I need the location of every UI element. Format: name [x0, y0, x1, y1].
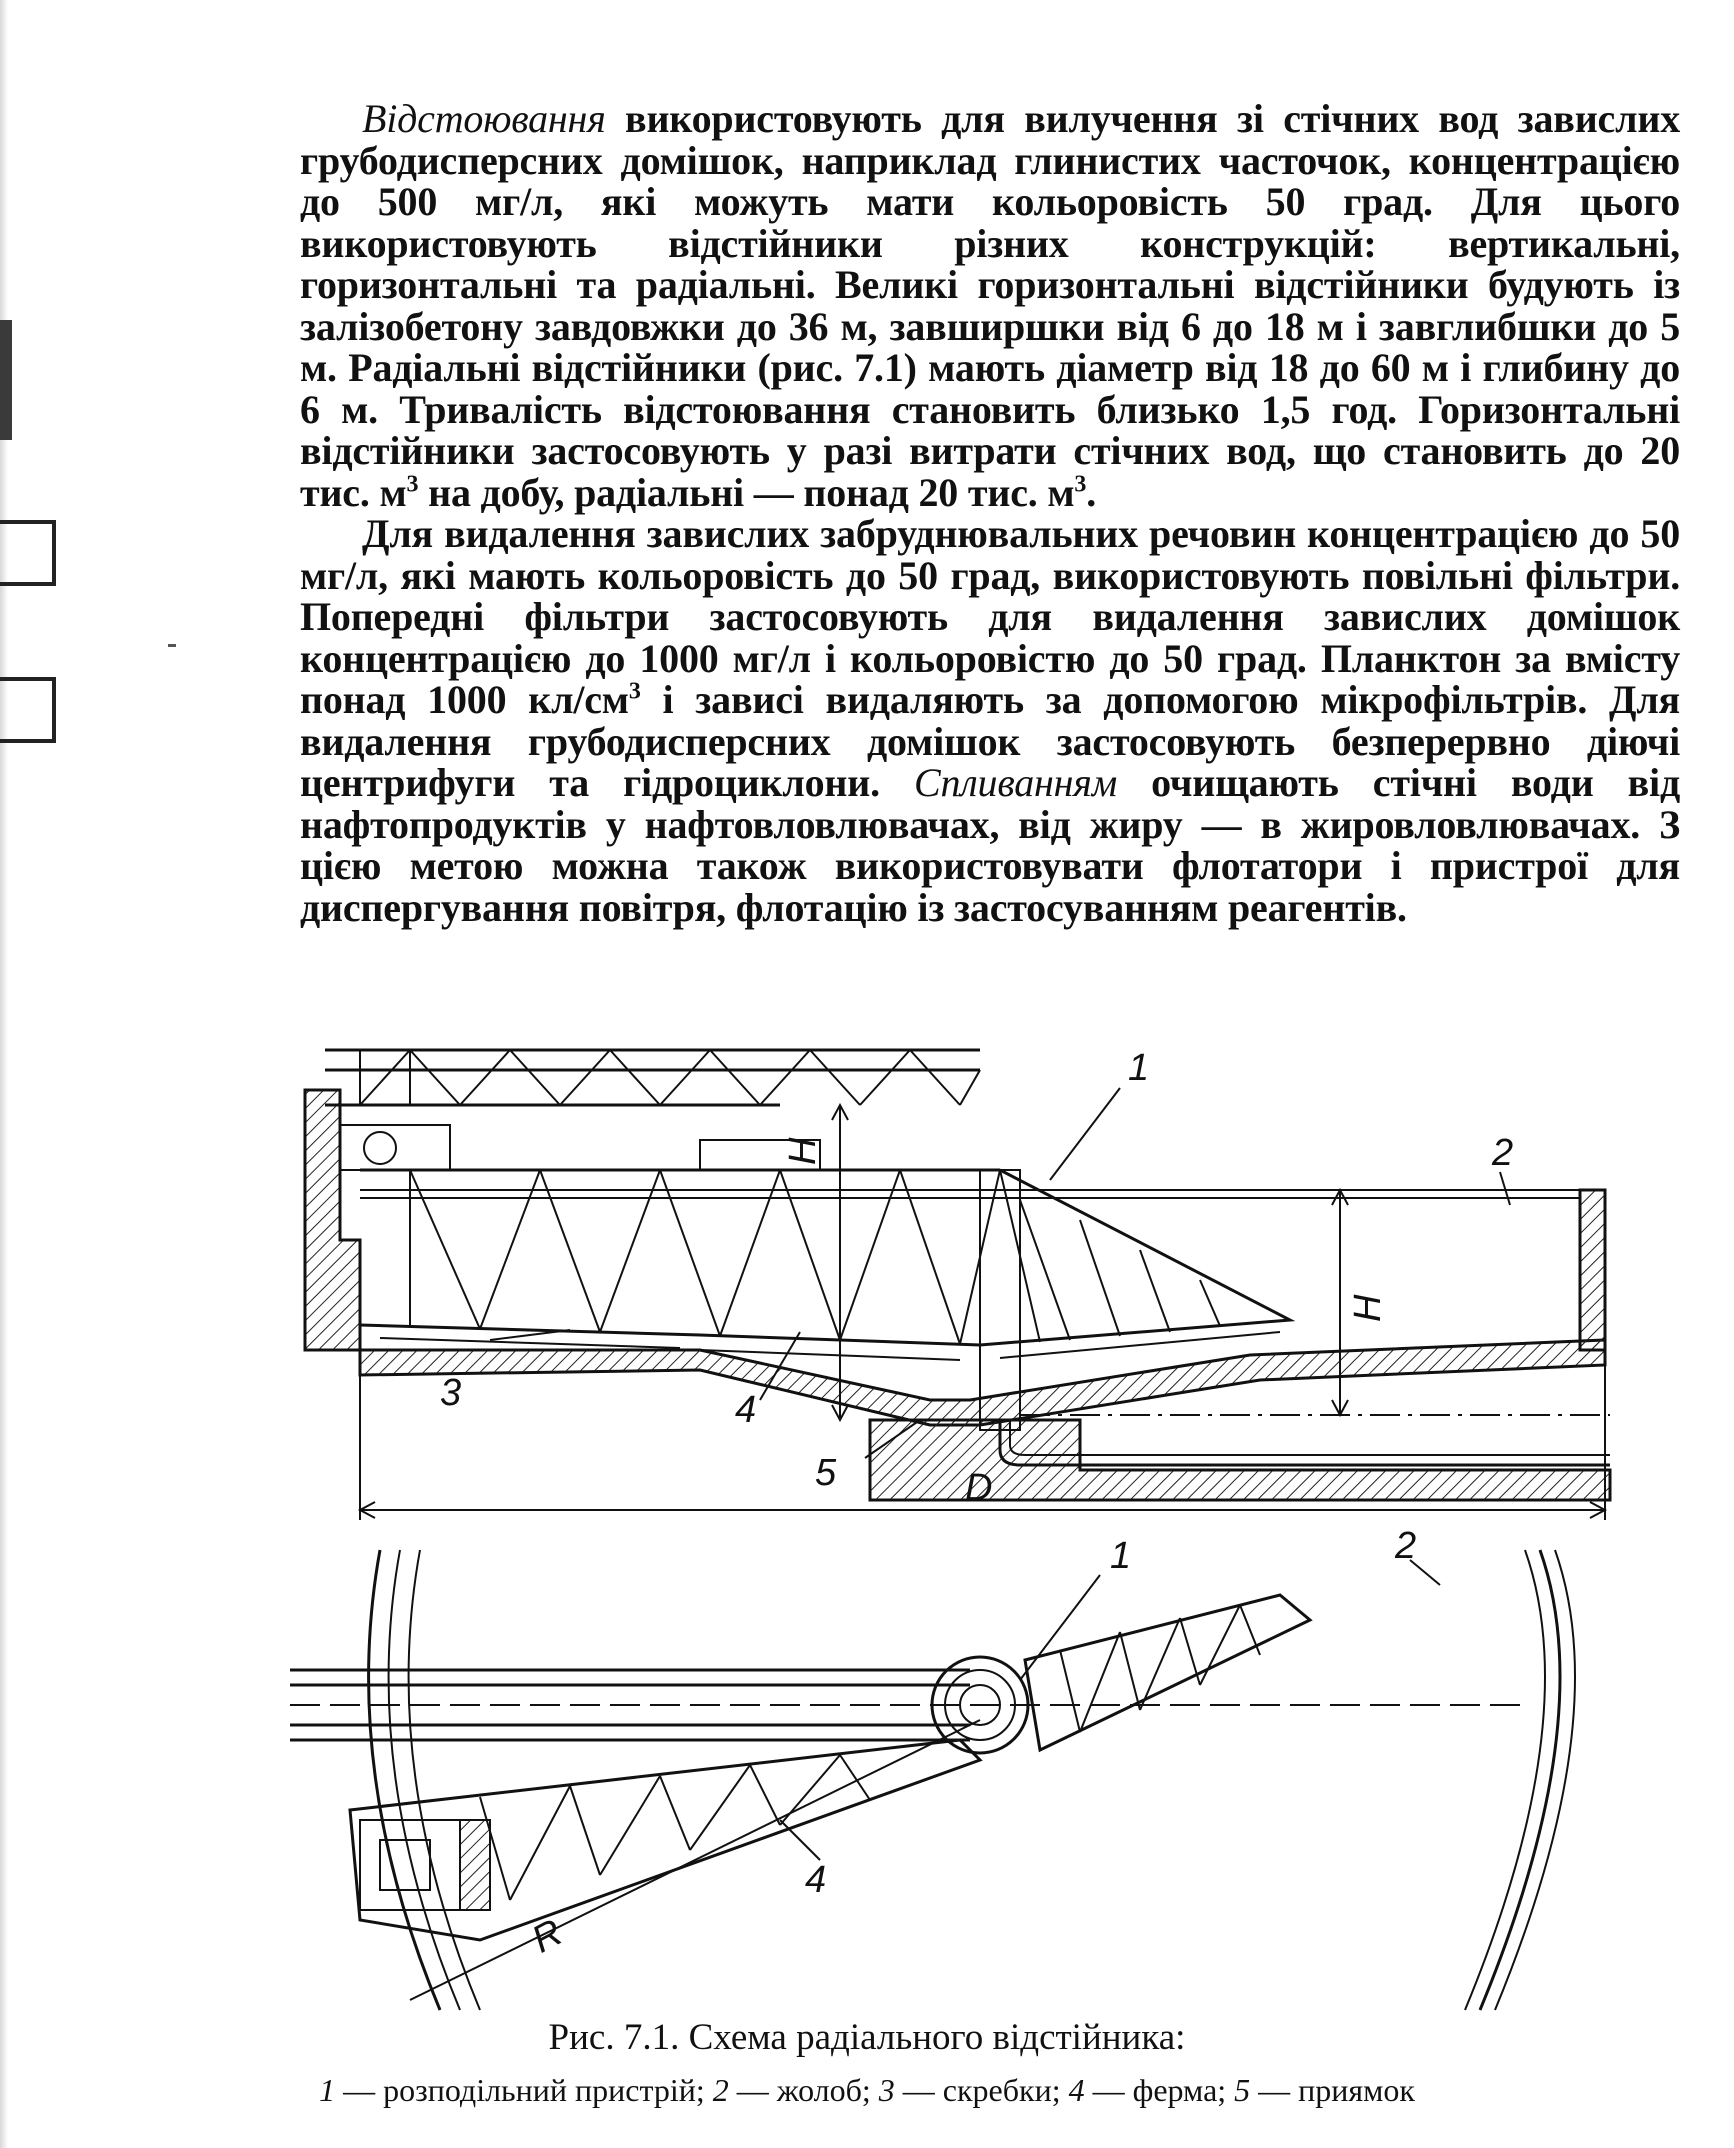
paragraph-text: .: [1086, 469, 1097, 515]
plan-labels: [525, 1525, 1416, 1961]
label-distributor-top: 1: [1128, 1047, 1150, 1089]
settler-diagram: [280, 1020, 1680, 2020]
scan-artifact-box: [0, 677, 56, 743]
label-trough-top: 2: [1492, 1132, 1514, 1174]
label-pit: 5: [815, 1452, 837, 1494]
label-truss-top: 4: [735, 1389, 757, 1431]
legend-text: — ферма;: [1084, 2072, 1235, 2108]
body-text: [300, 98, 1680, 928]
label-distributor-plan: 1: [1110, 1535, 1132, 1577]
section-view: [305, 1050, 1610, 1520]
paragraph-text: використовують для вилучення зі стічних вод завислих грубодисперсних домішок, наприклад глинистих часточок, концентрацією до 500 мг/л, які можуть мати кольоровість 50 град. Для цього використовують відстійники різних конструкцій: вертикальні, горизонтальні та радіальні. Великі горизонтальні відстійники будують із залізобетону завдовжки до 36 м, завширшки від 6 до 18 м і завглибшки до 5 м. Радіальні відстійники (рис. 7.1) мають діаметр від 18 до 60 м і глибину до 6 м. Тривалість відстоювання становить близько 1,5 год. Горизонтальні відстійники застосовують у разі витрати стічних вод, що становить до 20 тис. м: [300, 96, 1680, 515]
superscript: 3: [406, 471, 419, 498]
label-scrapers: 3: [440, 1372, 462, 1414]
paragraph-1: [300, 98, 1680, 513]
scan-artifact-dot: [168, 644, 176, 647]
legend-num: 3: [878, 2072, 895, 2108]
superscript: 3: [1074, 471, 1087, 498]
plan-view: [290, 1550, 1575, 2010]
legend-text: — приямок: [1250, 2072, 1415, 2108]
term-flotation: Спливанням: [914, 760, 1118, 805]
paragraph-text: і видаляють за допомогою мікрофільтрів. Для видалення грубодисперсних домішок застосовують безперервно діючі центрифуги та гідроциклони.: [300, 677, 1680, 805]
legend-num: 5: [1234, 2072, 1251, 2108]
legend-num: 4: [1068, 2072, 1085, 2108]
paragraph-text: на добу, радіальні — понад 20 тис. м: [418, 469, 1075, 515]
superscript: 3: [628, 678, 641, 705]
label-truss-plan: 4: [805, 1859, 827, 1901]
legend-text: — скребки;: [894, 2072, 1069, 2108]
legend-text: — розподільний пристрій;: [335, 2072, 713, 2108]
label-diameter: D: [965, 1467, 993, 1509]
legend-text: — жолоб;: [728, 2072, 879, 2108]
paragraph-text: очищають стічні води від нафтопродуктів у нафтовловлювачах, від жиру — в жировловлювачах. З цією метою можна також використовувати флотатори і пристрої для диспергування повітря, флотацію із застосуванням реагентів.: [300, 760, 1680, 930]
scan-artifact-box: [0, 520, 56, 586]
paragraph-text: і завис: [640, 677, 793, 722]
label-depth-h: H: [1347, 1294, 1389, 1322]
radial-settler-figure: [280, 1020, 1680, 2020]
legend-num: 2: [712, 2072, 729, 2108]
figure-caption-title: Рис. 7.1. Схема радіального відстійника:: [548, 2017, 1186, 2058]
label-depth-h1: H: [782, 1137, 824, 1165]
paragraph-text: Для видалення завислих забруднювальних речовин концентрацією до 50 мг/л, які мають кольоровість до 50 град, використовують повільні фільтри. Попередні фільтри застосовують для видалення завислих домішок концентрацією до 1000 мг/л і кольоровістю до 50 град. Планктон за вмісту понад 1000 кл/см: [300, 511, 1680, 722]
term-sedimentation: Відстоювання: [362, 96, 606, 141]
label-radius: R: [525, 1911, 570, 1962]
scan-artifact-bar: [0, 320, 12, 440]
label-trough-plan: 2: [1395, 1525, 1417, 1567]
figure-caption-legend: [0, 2072, 1734, 2109]
paragraph-2: [300, 513, 1680, 928]
legend-num: 1: [319, 2072, 336, 2108]
